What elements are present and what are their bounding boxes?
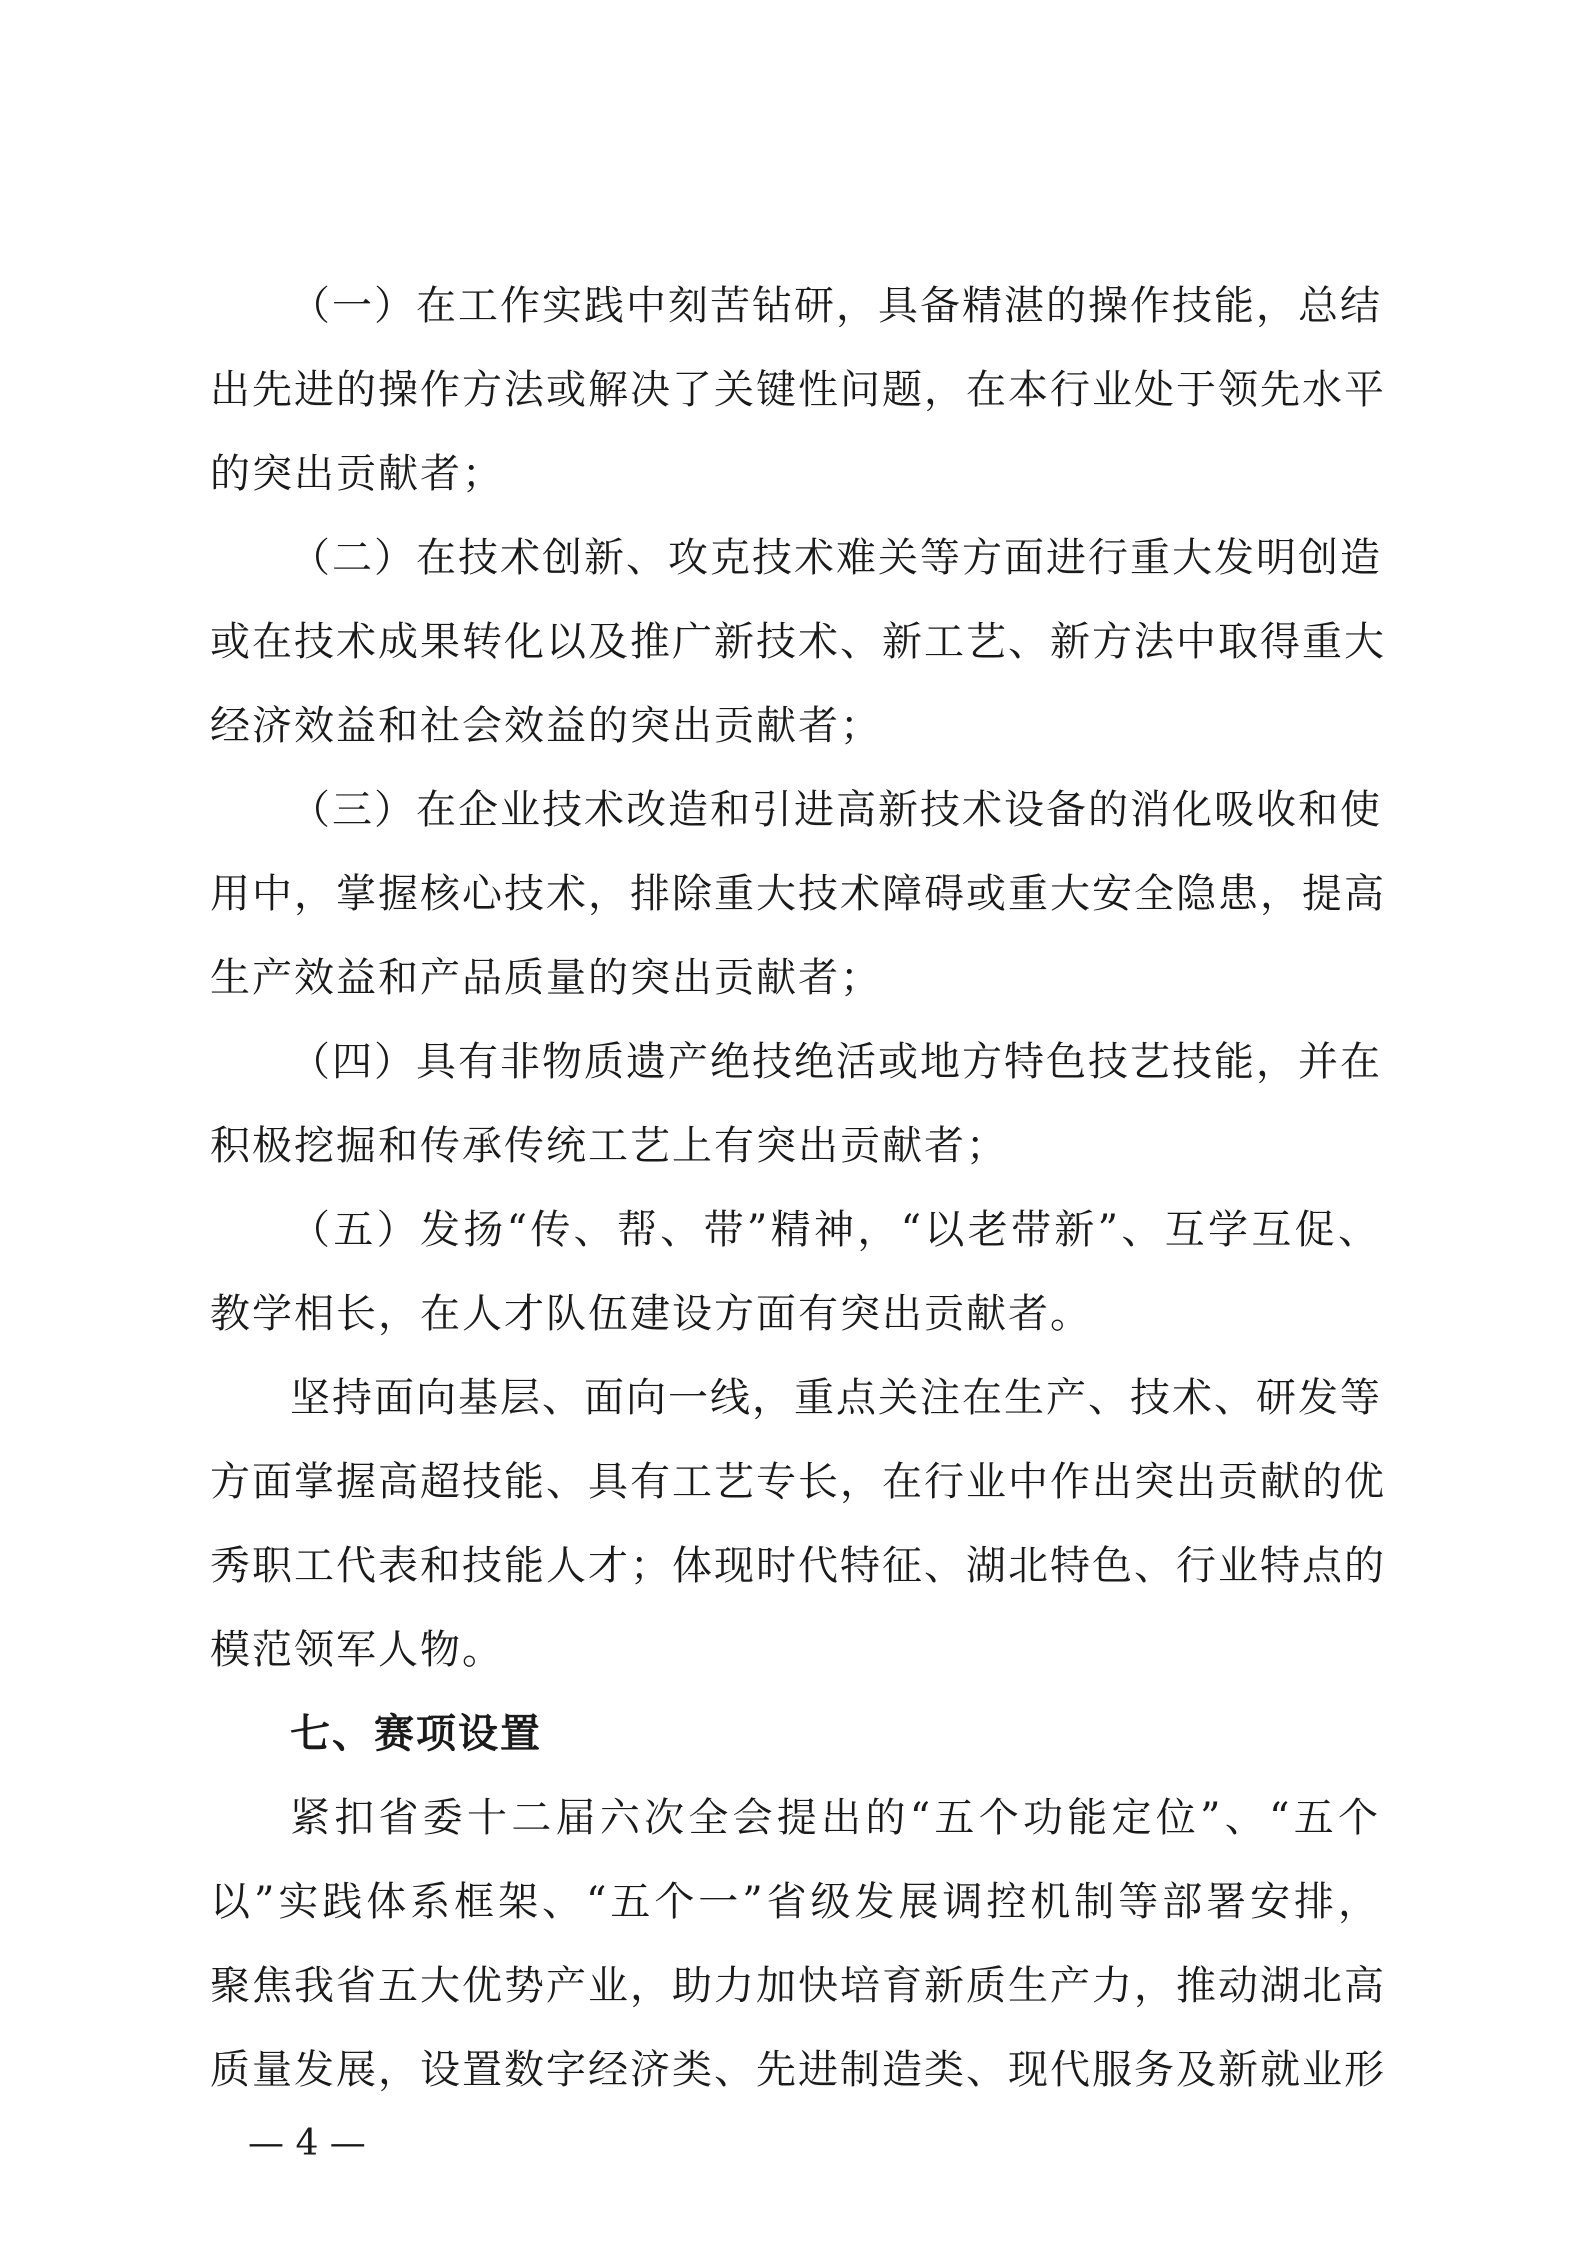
section-heading: 七、赛项设置 — [290, 1711, 542, 1757]
paragraph-line: 积极挖掘和传承传统工艺上有突出贡献者； — [210, 1123, 1008, 1169]
paragraph-line: （三）在企业技术改造和引进高新技术设备的消化吸收和使 — [290, 787, 1382, 833]
paragraph-line: （二）在技术创新、攻克技术难关等方面进行重大发明创造 — [290, 535, 1382, 581]
paragraph-line: 秀职工代表和技能人才；体现时代特征、湖北特色、行业特点的 — [210, 1543, 1386, 1589]
paragraph-line: 模范领军人物。 — [210, 1627, 504, 1673]
paragraph-line: 生产效益和产品质量的突出贡献者； — [210, 955, 882, 1001]
paragraph-line: （四）具有非物质遗产绝技绝活或地方特色技艺技能，并在 — [290, 1039, 1382, 1085]
paragraph-line: 的突出贡献者； — [210, 451, 504, 497]
paragraph-line: 教学相长，在人才队伍建设方面有突出贡献者。 — [210, 1291, 1092, 1337]
paragraph-line: 质量发展，设置数字经济类、先进制造类、现代服务及新就业形 — [210, 2047, 1386, 2093]
paragraph-line: 坚持面向基层、面向一线，重点关注在生产、技术、研发等 — [290, 1375, 1382, 1421]
paragraph-line: 聚焦我省五大优势产业，助力加快培育新质生产力，推动湖北高 — [210, 1963, 1386, 2009]
paragraph-line: 紧扣省委十二届六次全会提出的“五个功能定位”、“五个 — [290, 1795, 1380, 1841]
paragraph-line: 以”实践体系框架、“五个一”省级发展调控机制等部署安排， — [210, 1879, 1380, 1925]
paragraph-line: （一）在工作实践中刻苦钻研，具备精湛的操作技能，总结 — [290, 283, 1382, 329]
paragraph-line: 方面掌握高超技能、具有工艺专长，在行业中作出突出贡献的优 — [210, 1459, 1386, 1505]
paragraph-line: 或在技术成果转化以及推广新技术、新工艺、新方法中取得重大 — [210, 619, 1386, 665]
page-number: — 4 — — [248, 2123, 366, 2164]
paragraph-line: 出先进的操作方法或解决了关键性问题，在本行业处于领先水平 — [210, 367, 1386, 413]
paragraph-line: 用中，掌握核心技术，排除重大技术障碍或重大安全隐患，提高 — [210, 871, 1386, 917]
paragraph-line: 经济效益和社会效益的突出贡献者； — [210, 703, 882, 749]
paragraph-line: （五）发扬“传、帮、带”精神，“以老带新”、互学互促、 — [290, 1207, 1380, 1253]
